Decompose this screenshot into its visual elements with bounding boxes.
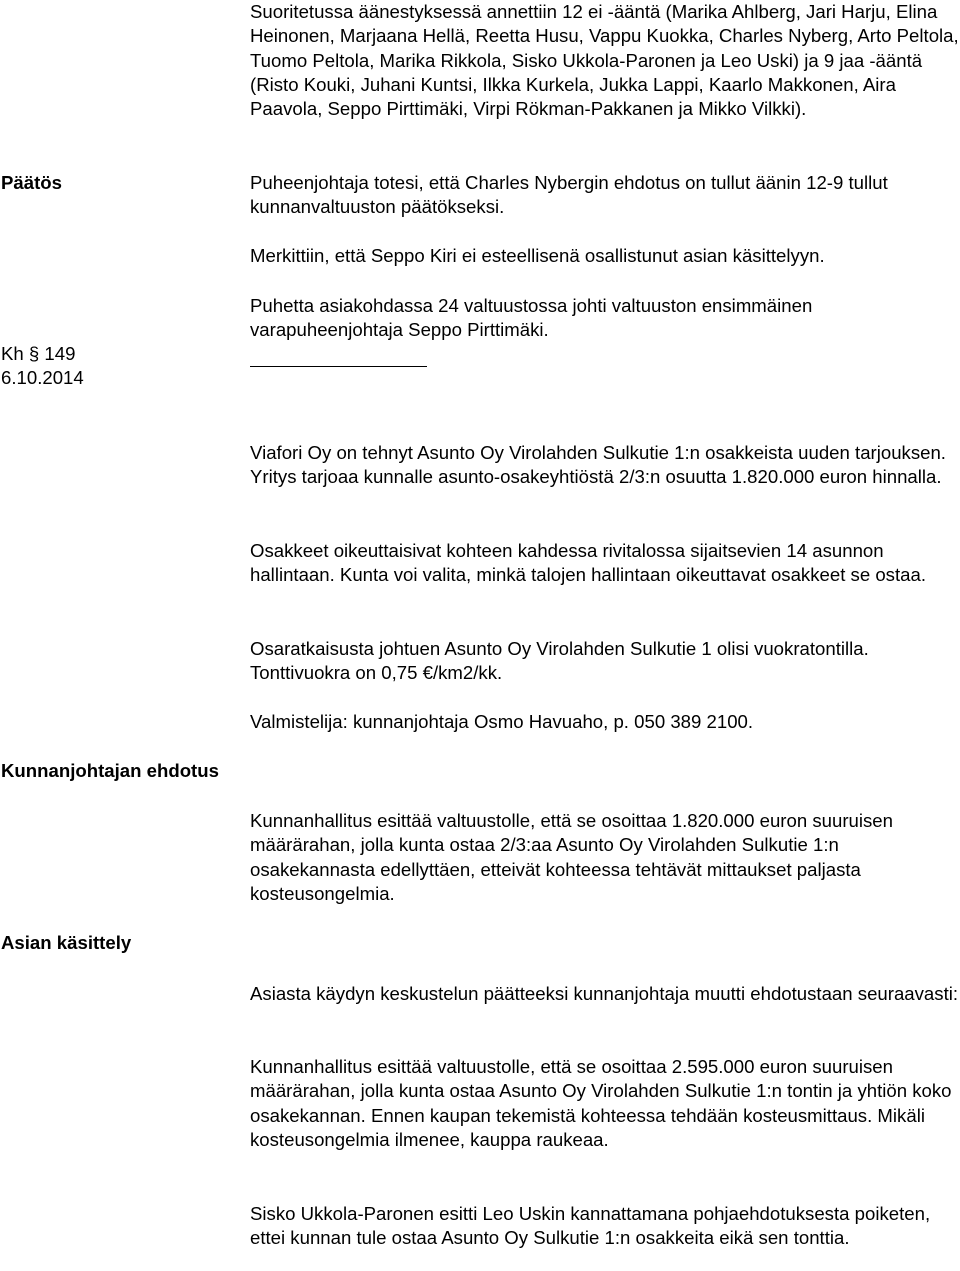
amended-proposal: Kunnanhallitus esittää valtuustolle, että se osoittaa 2.595.000 euron suuruisen määrärahan, jolla kunta ostaa Asunto Oy Virolahden Sulkutie 1:n tontin ja yhtiön koko osakekannan. Ennen kaupan tekemistä kohteessa tehdään kosteusmittaus. Mikäli kosteusongelmia ilmenee, kauppa raukeaa. bbox=[250, 1056, 952, 1150]
decision-label: Päätös bbox=[1, 172, 62, 193]
preparer-note: Valmistelija: kunnanjohtaja Osmo Havuaho, p. 050 389 2100. bbox=[250, 711, 754, 732]
conflict-of-interest-note: Merkittiin, että Seppo Kiri ei esteellisenä osallistunut asian käsittelyyn. bbox=[250, 245, 825, 266]
item-date: 6.10.2014 bbox=[1, 367, 84, 388]
background-paragraph-shares: Osakkeet oikeuttaisivat kohteen kahdessa rivitalossa sijaitsevien 14 asunnon hallintaan. Kunta voi valita, minkä talojen hallintaan oikeuttavat osakkeet se ostaa. bbox=[250, 540, 926, 586]
background-paragraph-offer: Viafori Oy on tehnyt Asunto Oy Virolahden Sulkutie 1:n osakkeista uuden tarjouksen. Yritys tarjoaa kunnalle asunto-osakeyhtiöstä 2/3:n osuutta 1.820.000 euron hinnalla. bbox=[250, 442, 946, 488]
vote-result-paragraph: Suoritetussa äänestyksessä annettiin 12 ei -ääntä (Marika Ahlberg, Jari Harju, Elina Heinonen, Marjaana Hellä, Reetta Husu, Vappu Kuokka, Charles Nyberg, Arto Peltola, Tuomo Peltola, Marika Rikkola, Sisko Ukkola-Paronen ja Leo Uski) ja 9 jaa -ääntä (Risto Kouki, Juhani Kuntsi, Ilkka Kurkela, Jukka Lappi, Kaarlo Makkonen, Aira Paavola, Seppo Pirttimäki, Virpi Rökman-Pakkanen ja Mikko Vilkki). bbox=[250, 1, 959, 120]
proposal-text: Kunnanhallitus esittää valtuustolle, että se osoittaa 1.820.000 euron suuruisen määrärahan, jolla kunta ostaa 2/3:aa Asunto Oy Virolahden Sulkutie 1:n osakekannasta edellyttäen, etteivät kohteessa tehtävät mittaukset paljasta kosteusongelmia. bbox=[250, 810, 893, 904]
item-reference: Kh § 149 bbox=[1, 343, 76, 364]
counter-proposal: Sisko Ukkola-Paronen esitti Leo Uskin kannattamana pohjaehdotuksesta poiketen, ettei kunnan tule ostaa Asunto Oy Sulkutie 1:n osakkeita eikä sen tonttia. bbox=[250, 1203, 931, 1249]
background-paragraph-lease: Osaratkaisusta johtuen Asunto Oy Virolahden Sulkutie 1 olisi vuokratontilla. Tonttivuokra on 0,75 €/km2/kk. bbox=[250, 638, 869, 684]
chair-note: Puhetta asiakohdassa 24 valtuustossa johti valtuuston ensimmäinen varapuheenjohtaja Seppo Pirttimäki. bbox=[250, 295, 813, 341]
decision-text: Puheenjohtaja totesi, että Charles Nybergin ehdotus on tullut äänin 12-9 tullut kunnanvaltuuston päätökseksi. bbox=[250, 172, 888, 218]
handling-intro: Asiasta käydyn keskustelun päätteeksi kunnanjohtaja muutti ehdotustaan seuraavasti: bbox=[250, 983, 959, 1004]
section-divider bbox=[250, 366, 427, 367]
handling-label: Asian käsittely bbox=[1, 932, 132, 953]
proposal-label: Kunnanjohtajan ehdotus bbox=[1, 760, 219, 781]
